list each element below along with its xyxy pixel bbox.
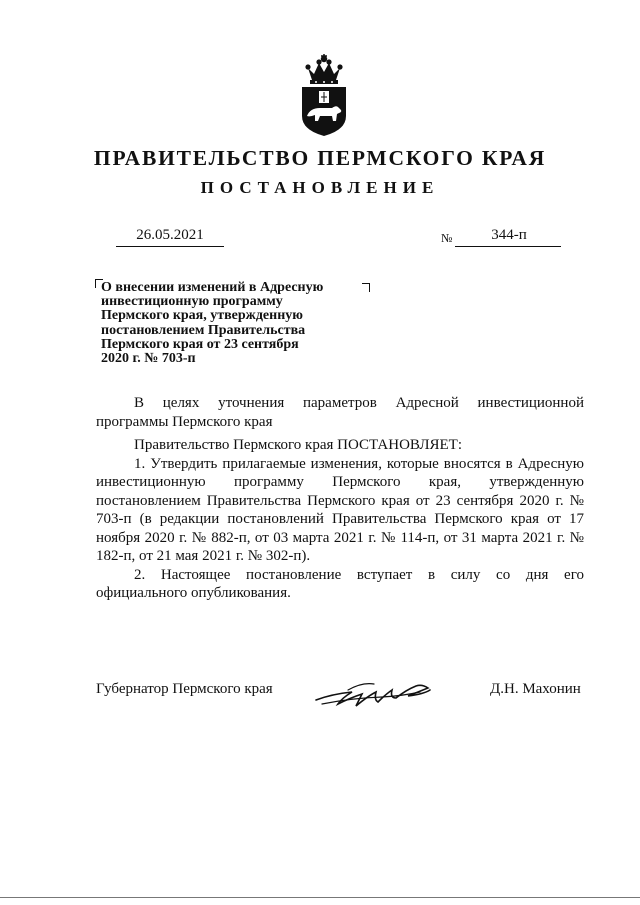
number-sign: № <box>441 231 453 245</box>
subject-line: Пермского края от 23 сентября <box>101 336 299 352</box>
signatory-title: Губернатор Пермского края <box>96 681 273 697</box>
document-body <box>96 394 584 603</box>
paragraph-purpose: В целях уточнения параметров Адресной инвестиционной <box>134 395 584 411</box>
subject-line: О внесении изменений в Адресную <box>101 280 324 295</box>
number-underline <box>455 246 561 247</box>
paragraph-item-2-cont: официального опубликования. <box>96 585 291 601</box>
perm-krai-coat-of-arms-icon <box>298 54 350 138</box>
document-date: 26.05.2021 <box>136 227 204 243</box>
handwritten-signature-icon <box>312 664 434 714</box>
subject-line: инвестиционную программу <box>101 294 283 310</box>
paragraph-purpose-cont: программы Пермского края <box>96 413 273 430</box>
document-subject <box>101 281 363 366</box>
paragraph-item-2: 2. Настоящее постановление вступает в силу со дня его <box>134 566 584 583</box>
document-number: 344-п <box>491 227 527 243</box>
date-underline <box>116 246 224 247</box>
government-title: ПРАВИТЕЛЬСТВО ПЕРМСКОГО КРАЯ <box>93 146 547 170</box>
page-edge <box>0 897 640 898</box>
document-type: ПОСТАНОВЛЕНИЕ <box>200 178 440 197</box>
subject-line: Пермского края, утвержденную <box>101 308 303 324</box>
subject-line: 2020 г. № 703-п <box>101 351 196 367</box>
paragraph-resolves: Правительство Пермского края ПОСТАНОВЛЯЕТ: <box>134 437 463 453</box>
signatory-name: Д.Н. Махонин <box>490 681 581 697</box>
subject-bracket-right <box>362 283 370 292</box>
paragraph-item-1: 1. Утвердить прилагаемые изменения, которые вносятся в Адресную инвестиционную программу Пермского края, утвержденную постановлением Правительства Пермского края от 23 сентября 2020 г. № 703-п (в редакции постановлений Правительства Пермского края от 17 ноября 2020 г. № 882-п, от 03 марта 2021 г. № 114-п, от 31 марта 2021 г. № 182-п, от 21 мая 2021 г. № 302-п). <box>96 455 584 564</box>
subject-line: постановлением Правительства <box>101 322 306 338</box>
